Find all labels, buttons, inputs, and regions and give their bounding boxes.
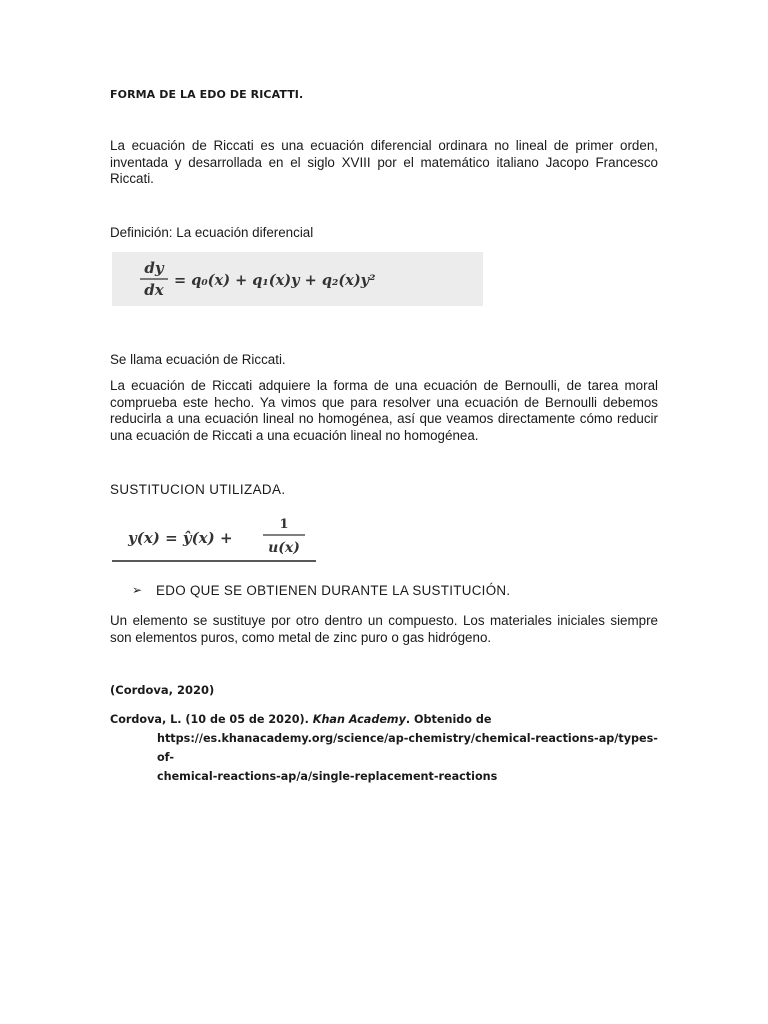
riccati-equation-image xyxy=(112,252,483,306)
eq1-lhs-denominator: dx xyxy=(144,281,164,299)
bullet-text: EDO QUE SE OBTIENEN DURANTE LA SUSTITUCIÓN. xyxy=(156,583,511,598)
eq1-rhs: = q₀(x) + q₁(x)y + q₂(x)y² xyxy=(174,272,376,289)
eq2-denominator: u(x) xyxy=(268,540,300,556)
reference-url-line2[interactable]: chemical-reactions-ap/a/single-replacement-reactions xyxy=(157,770,498,783)
reference-obtained: . Obtenido de xyxy=(405,713,492,726)
intro-paragraph: La ecuación de Riccati es una ecuación diferencial ordinara no lineal de primer orden, inventada y desarrollada en el siglo XVIII por el matemático italiano Jacopo Francesco Riccati. xyxy=(110,138,658,186)
page-title: FORMA DE LA EDO DE RICATTI. xyxy=(110,88,304,101)
bernoulli-paragraph: La ecuación de Riccati adquiere la forma de una ecuación de Bernoulli, de tarea moral comprueba este hecho. Ya vimos que para resolver una ecuación de Bernoulli debemos reducirla a una ecuación lineal no homogénea, así que veamos directamente cómo reducir una ecuación de Riccati a una ecuación lineal no homogénea. xyxy=(110,378,658,443)
eq2-numerator: 1 xyxy=(279,517,289,532)
eq2-lhs: y(x) = ŷ(x) + xyxy=(128,529,233,547)
substitution-label: SUSTITUCION UTILIZADA. xyxy=(110,482,286,497)
reference-source: Khan Academy xyxy=(312,713,406,726)
substitution-equation xyxy=(112,513,316,563)
substitution-equation-image xyxy=(112,513,316,563)
eq1-lhs-numerator: dy xyxy=(144,259,164,277)
reference-url-line1[interactable]: https://es.khanacademy.org/science/ap-chemistry/chemical-reactions-ap/types-of- xyxy=(157,732,658,764)
riccati-equation xyxy=(112,252,483,306)
reference-entry xyxy=(110,710,670,786)
arrowhead-bullet-icon: ➢ xyxy=(132,583,143,597)
called-text: Se llama ecuación de Riccati. xyxy=(110,352,286,367)
element-paragraph: Un elemento se sustituye por otro dentro un compuesto. Los materiales iniciales siempre son elementos puros, como metal de zinc puro o gas hidrógeno. xyxy=(110,613,658,645)
in-text-citation: (Cordova, 2020) xyxy=(110,683,215,697)
definition-label: Definición: La ecuación diferencial xyxy=(110,225,314,240)
reference-author-date: Cordova, L. (10 de 05 de 2020). xyxy=(110,713,309,726)
